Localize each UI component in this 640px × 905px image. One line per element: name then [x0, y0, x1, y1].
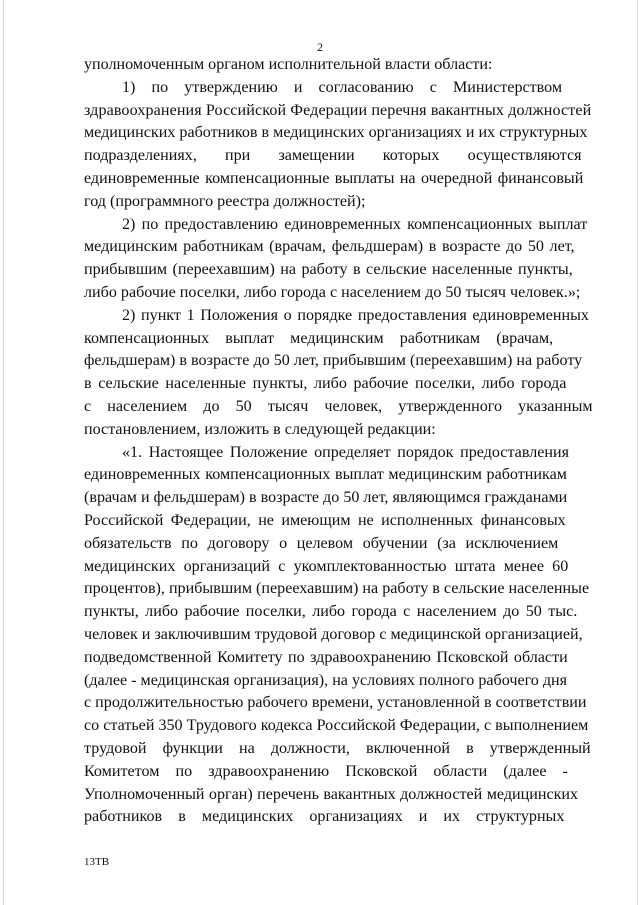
document-body — [84, 54, 594, 829]
text-line: фельдшерам) в возрасте до 50 лет, прибывшим (переехавшим) на работу — [84, 352, 583, 370]
text-line: с продолжительностью рабочего времени, установленной в соответствии — [84, 694, 587, 712]
paragraph-quoted-section — [84, 442, 594, 830]
text-line: медицинским работникам (врачам, фельдшерам) в возрасте до 50 лет, — [84, 238, 575, 256]
text-line: обязательств по договору о целевом обучении (за исключением — [84, 534, 559, 552]
text-line: единовременных компенсационных выплат медицинским работникам — [84, 466, 567, 484]
text-line: (далее - медицинская организация), на условиях полного рабочего дня — [84, 671, 568, 689]
text-line: единовременные компенсационные выплаты на очередной финансовый — [84, 169, 584, 187]
text-line: медицинских работников в медицинских организациях и их структурных — [84, 124, 588, 142]
text-line: с населением до 50 тысяч человек, утвержденного указанным — [84, 397, 593, 415]
text-line: либо рабочие поселки, либо города с населением до 50 тысяч человек.»; — [84, 283, 581, 301]
text-line: «1. Настоящее Положение определяет порядок предоставления — [122, 443, 570, 461]
text-line: Комитетом по здравоохранению Псковской области (далее - — [84, 762, 568, 780]
text-line: (врачам и фельдшерам) в возрасте до 50 лет, являющимся гражданами — [84, 489, 568, 507]
text-line: 2) пункт 1 Положения о порядке предоставления единовременных — [122, 306, 589, 324]
text-line: уполномоченным органом исполнительной власти области: — [84, 56, 493, 73]
text-line: процентов), прибывшим (переехавшим) на работу в сельские населенные — [84, 580, 590, 598]
scan-left-edge — [3, 0, 4, 905]
page-number: 2 — [317, 40, 323, 54]
paragraph-item-2 — [84, 214, 594, 305]
text-line: здравоохранения Российской Федерации перечня вакантных должностей — [84, 101, 592, 119]
text-line: подведомственной Комитету по здравоохранению Псковской области — [84, 648, 568, 666]
text-line: работников в медицинских организациях и их структурных — [84, 808, 565, 826]
footer-code: 13ТВ — [84, 856, 110, 868]
text-line: Уполномоченный орган) перечень вакантных должностей медицинских — [84, 785, 579, 803]
paragraph-intro — [84, 54, 594, 77]
text-line: Российской Федерации, не имеющим не исполненных финансовых — [84, 511, 566, 529]
text-line: год (программного реестра должностей); — [84, 192, 366, 210]
text-line: подразделениях, при замещении которых осуществляются — [84, 147, 582, 165]
scan-right-edge — [637, 0, 638, 905]
text-line: 2) по предоставлению единовременных компенсационных выплат — [122, 215, 588, 233]
text-line: медицинских организаций с укомплектованностью штата менее 60 — [84, 557, 569, 575]
text-line: в сельские населенные пункты, либо рабочие поселки, либо города — [84, 375, 567, 393]
text-line: со статьей 350 Трудового кодекса Российской Федерации, с выполнением — [84, 717, 589, 735]
text-line: компенсационных выплат медицинским работникам (врачам, — [84, 329, 554, 347]
paragraph-point-2 — [84, 305, 594, 442]
paragraph-item-1 — [84, 77, 594, 214]
text-line: пункты, либо рабочие поселки, либо города с населением до 50 тыс. — [84, 603, 578, 621]
text-line: человек и заключившим трудовой договор с медицинской организацией, — [84, 625, 583, 643]
text-line: постановлением, изложить в следующей редакции: — [84, 420, 436, 438]
text-line: 1) по утверждению и согласованию с Министерством — [122, 78, 563, 96]
text-line: трудовой функции на должности, включенной в утвержденный — [84, 739, 591, 757]
text-line: прибывшим (переехавшим) на работу в сельские населенные пункты, — [84, 261, 573, 279]
